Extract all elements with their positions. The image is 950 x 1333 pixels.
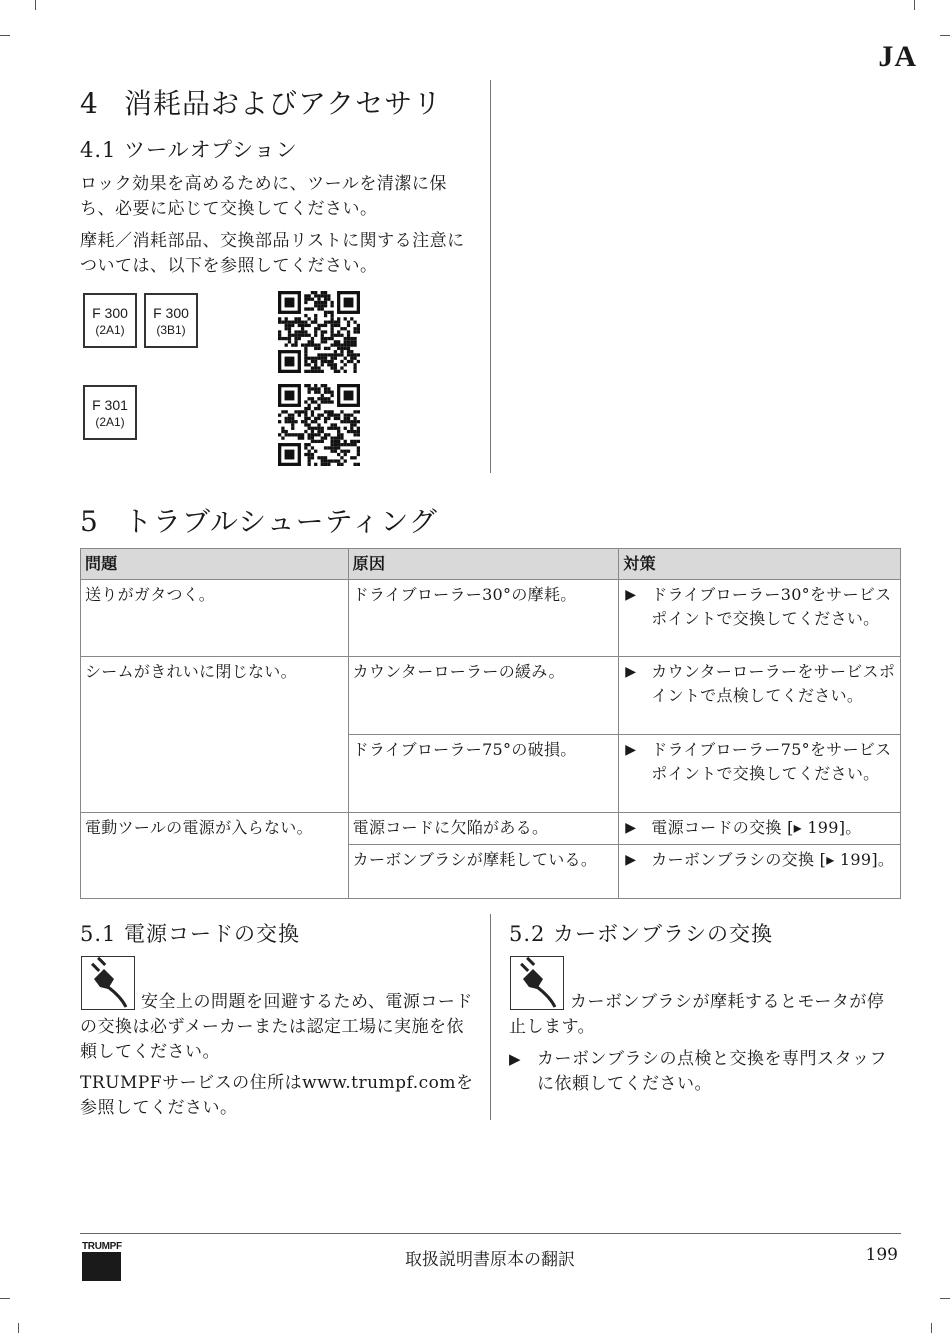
section-title: 消耗品およびアクセサリ: [124, 87, 443, 120]
action-cell: [619, 845, 901, 899]
section-number: 5: [80, 505, 99, 538]
table-row: [81, 580, 901, 657]
action-text: ドライブローラー30°をサービスポイントで交換してください。: [651, 585, 892, 628]
tool-model: F 300: [153, 305, 189, 321]
crop-mark: [0, 35, 10, 36]
crop-mark: [940, 35, 950, 36]
qr-code-icon: [278, 291, 360, 373]
column-header-cause: 原因: [348, 549, 619, 580]
crop-mark: [931, 1323, 932, 1333]
arrow-right-icon: ▶: [625, 742, 637, 758]
crop-mark: [18, 1323, 19, 1333]
problem-cell: 電動ツールの電源が入らない。: [81, 813, 349, 899]
tool-box-f301-2a1: [83, 385, 137, 440]
bullet-text: カーボンブラシの点検と交換を専門スタッフに依頼してください。: [537, 1049, 887, 1094]
tool-model: F 300: [92, 305, 128, 321]
table-row: [81, 657, 901, 735]
crop-mark: [0, 1298, 10, 1299]
subsection-title: ツールオプション: [124, 138, 298, 162]
tool-options-paragraph-1: ロック効果を高めるために、ツールを清潔に保ち、必要に応じて交換してください。: [80, 174, 447, 219]
action-cell: [619, 735, 901, 813]
section-title: トラブルシューティング: [124, 505, 438, 538]
subsection-title: 電源コードの交換: [124, 922, 300, 946]
arrow-right-icon: ▶: [625, 852, 637, 868]
problem-cell: 送りがガタつく。: [81, 580, 349, 657]
tool-box-f300-2a1: [83, 293, 137, 348]
action-text: カウンターローラーをサービスポイントで点検してください。: [651, 662, 896, 705]
cause-cell: ドライブローラー75°の破損。: [348, 735, 619, 813]
language-code: JA: [878, 40, 917, 73]
carbon-brush-paragraph: カーボンブラシが摩耗するとモータが停止します。: [509, 992, 885, 1037]
action-text: カーボンブラシの交換 [▸ 199]。: [651, 850, 895, 869]
tool-variant: (3B1): [156, 323, 186, 337]
column-header-action: 対策: [619, 549, 901, 580]
tool-options-paragraph-2: 摩耗／消耗部品、交換部品リストに関する注意については、以下を参照してください。: [80, 231, 465, 276]
footer-divider: [80, 1233, 901, 1234]
arrow-right-icon: ▶: [625, 587, 637, 603]
tool-variant: (2A1): [95, 415, 125, 429]
crop-mark: [914, 0, 915, 10]
subsection-number: 5.1: [80, 922, 117, 946]
crop-mark: [940, 1298, 950, 1299]
crop-mark: [35, 0, 36, 10]
cause-cell: カウンターローラーの緩み。: [348, 657, 619, 735]
subsection-number: 5.2: [509, 922, 546, 946]
section-5-2-heading: [509, 918, 773, 948]
section-4-heading: [80, 82, 442, 122]
arrow-right-icon: ▶: [625, 664, 637, 680]
arrow-right-icon: ▶: [509, 1050, 522, 1068]
tool-box-f300-3b1: [144, 293, 198, 348]
cause-cell: 電源コードに欠陥がある。: [348, 813, 619, 845]
tool-model: F 301: [92, 397, 128, 413]
subsection-number: 4.1: [80, 138, 117, 162]
column-divider: [490, 80, 491, 473]
column-header-problem: 問題: [81, 549, 349, 580]
section-4-1-heading: [80, 134, 298, 164]
action-cell: [619, 657, 901, 735]
power-cord-paragraph-1: 安全上の問題を回避するため、電源コードの交換は必ずメーカーまたは認定工場に実施を依頼してください。: [80, 992, 473, 1062]
section-5-heading: [80, 500, 438, 540]
arrow-right-icon: ▶: [625, 820, 637, 836]
section-5-1-heading: [80, 918, 300, 948]
section-number: 4: [80, 87, 99, 120]
column-divider: [490, 914, 491, 1120]
cause-cell: カーボンブラシが摩耗している。: [348, 845, 619, 899]
action-text: 電源コードの交換 [▸ 199]。: [651, 818, 862, 837]
action-text: ドライブローラー75°をサービスポイントで交換してください。: [651, 740, 892, 783]
trumpf-logo-text: TRUMPF: [82, 1241, 122, 1252]
troubleshooting-table: [80, 548, 901, 899]
action-cell: [619, 813, 901, 845]
power-cord-paragraph-2: TRUMPFサービスの住所はwww.trumpf.comを参照してください。: [80, 1073, 474, 1118]
table-header-row: [81, 549, 901, 580]
footer-title: 取扱説明書原本の翻訳: [405, 1250, 575, 1270]
subsection-title: カーボンブラシの交換: [553, 922, 773, 946]
carbon-brush-bullet: [509, 1047, 899, 1097]
table-row: [81, 813, 901, 845]
action-cell: [619, 580, 901, 657]
problem-cell: シームがきれいに閉じない。: [81, 657, 349, 813]
tool-variant: (2A1): [95, 323, 125, 337]
cause-cell: ドライブローラー30°の摩耗。: [348, 580, 619, 657]
qr-code-icon: [278, 384, 360, 466]
page-number: 199: [865, 1245, 898, 1265]
